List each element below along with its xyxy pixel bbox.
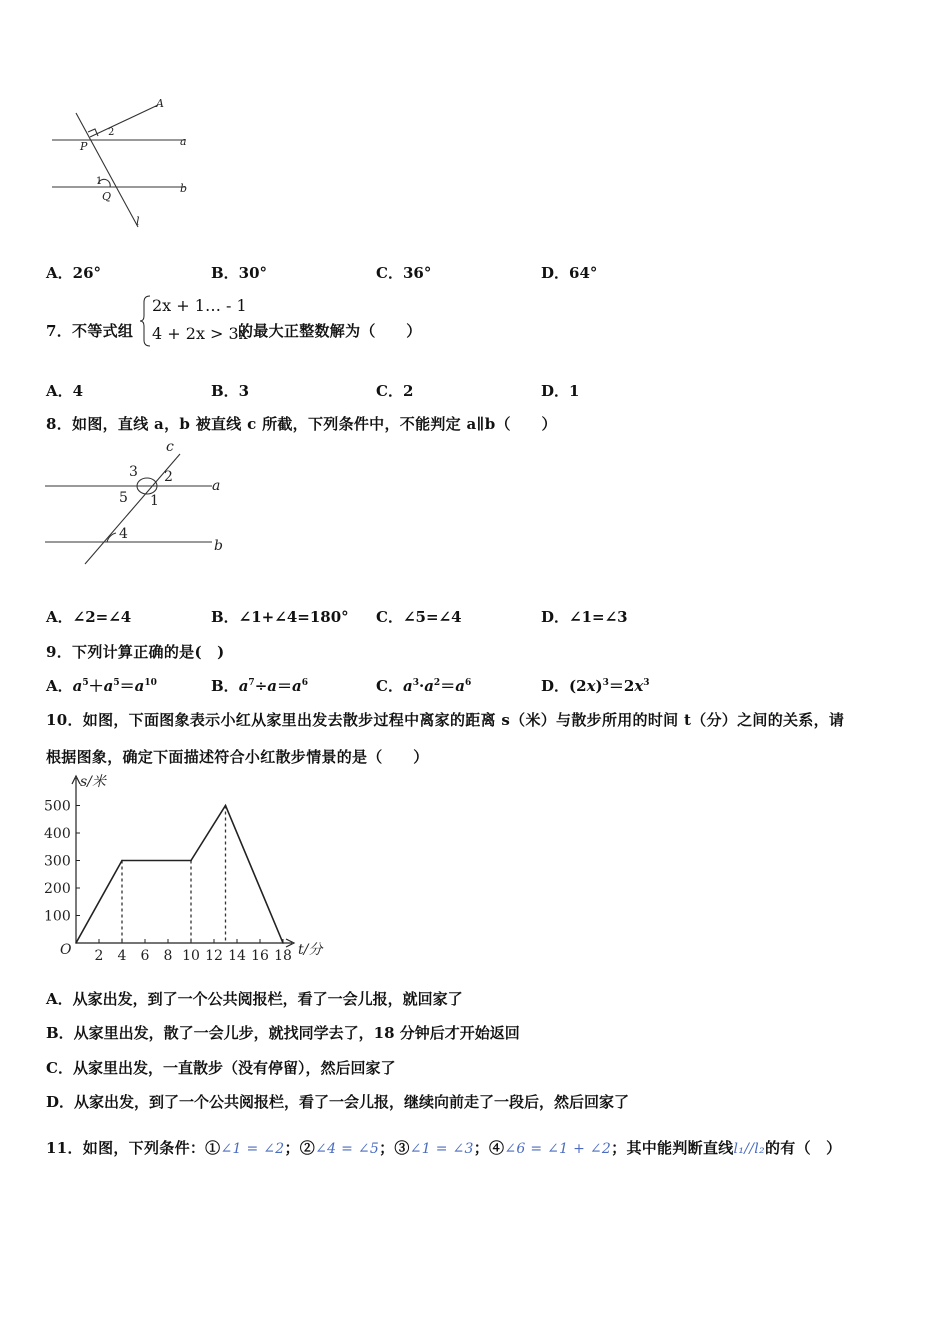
label-P: P xyxy=(80,140,88,153)
q10-option-a[interactable]: A．从家出发，到了一个公共阅报栏，看了一会儿报，就回家了 xyxy=(46,990,463,1008)
line-l xyxy=(76,113,138,227)
q11-lines: l₁//l₂ xyxy=(733,1141,765,1157)
q10-option-b[interactable]: B．从家里出发，散了一会儿步，就找同学去了，18 分钟后才开始返回 xyxy=(46,1024,520,1042)
q7-inequality-2: 4 + 2x > 3x xyxy=(152,324,248,343)
q6-option-a[interactable]: A．26° xyxy=(46,264,102,282)
q11-condition-3: ∠1 = ∠3 xyxy=(409,1141,474,1157)
q10-question-line1: 10．如图，下面图象表示小红从家里出发去散步过程中离家的距离 s（米）与散步所用的时间 t（分）之间的关系，请 xyxy=(46,711,845,729)
q6-option-c[interactable]: C．36° xyxy=(376,264,432,282)
x-tick-label-14: 14 xyxy=(228,948,246,964)
x-tick-label-12: 12 xyxy=(205,948,223,964)
q9-option-a-label: A． xyxy=(46,677,73,695)
label-A: A xyxy=(156,97,164,110)
y-tick-label-100: 100 xyxy=(44,908,71,925)
q10-chart xyxy=(40,768,340,968)
x-tick-label-6: 6 xyxy=(140,948,150,964)
y-tick-label-500: 500 xyxy=(44,798,71,815)
q9-option-d[interactable]: D．$(2x)^3=2x^3$ xyxy=(541,677,650,695)
q7-system-brace xyxy=(140,294,152,348)
y-tick-label-200: 200 xyxy=(44,881,71,897)
q8-option-a[interactable]: A．∠2=∠4 xyxy=(46,608,132,626)
q11-sep-2: ；② xyxy=(284,1139,316,1157)
x-tick-label-2: 2 xyxy=(94,948,104,964)
q11-prefix: 11．如图，下列条件：① xyxy=(46,1139,221,1157)
label-l: l xyxy=(136,215,140,228)
x-tick-label-10: 10 xyxy=(182,948,200,964)
q9-option-c[interactable]: C．$a^3\cdot a^2=a^6$ xyxy=(376,677,472,695)
q9-option-a[interactable]: A．$a^5+a^5=a^{10}$ xyxy=(46,677,157,695)
q11-condition-1: ∠1 = ∠2 xyxy=(220,1141,285,1157)
label-2: 2 xyxy=(164,469,173,485)
q8-option-d[interactable]: D．∠1=∠3 xyxy=(541,608,628,626)
q11-sep-3: ；③ xyxy=(379,1139,410,1157)
q8-option-c[interactable]: C．∠5=∠4 xyxy=(376,608,462,626)
q6-option-b[interactable]: B．30° xyxy=(211,264,268,282)
q11-condition-2: ∠4 = ∠5 xyxy=(315,1141,380,1157)
data-point-t13 xyxy=(225,805,227,807)
q7-suffix: 的最大正整数解为（ ） xyxy=(238,322,422,340)
q8-option-b[interactable]: B．∠1+∠4=180° xyxy=(211,608,349,626)
q8-question: 8．如图，直线 a，b 被直线 c 所截，下列条件中，不能判定 a∥b（ ） xyxy=(46,415,557,433)
figure-q8 xyxy=(40,438,240,568)
label-4: 4 xyxy=(119,526,128,542)
right-angle-mark xyxy=(88,129,98,136)
q11-condition-4: ∠6 = ∠1 + ∠2 xyxy=(504,1141,612,1157)
q10-option-c[interactable]: C．从家里出发，一直散步（没有停留），然后回家了 xyxy=(46,1059,396,1077)
label-c: c xyxy=(166,439,174,455)
y-tick-label-400: 400 xyxy=(44,826,71,842)
q11-mid: ；其中能判断直线 xyxy=(611,1139,734,1157)
data-point-t4 xyxy=(121,860,123,862)
q6-option-d[interactable]: D．64° xyxy=(541,264,598,282)
label-b: b xyxy=(214,538,223,554)
q7-option-b[interactable]: B．3 xyxy=(211,382,250,400)
origin-label: O xyxy=(60,942,72,958)
label-a: a xyxy=(212,478,221,494)
x-tick-label-18: 18 xyxy=(274,948,292,964)
label-b: b xyxy=(180,182,188,195)
figure-q6 xyxy=(40,95,210,235)
x-tick-label-8: 8 xyxy=(163,948,173,964)
q7-option-c[interactable]: C．2 xyxy=(376,382,414,400)
q7-prefix: 7．不等式组 xyxy=(46,322,134,340)
y-tick-label-300: 300 xyxy=(44,853,71,870)
q9-option-b-label: B． xyxy=(211,677,239,695)
q7-option-a[interactable]: A．4 xyxy=(46,382,84,400)
data-point-t0 xyxy=(75,942,77,944)
label-3: 3 xyxy=(129,464,138,480)
label-angle-1: 1 xyxy=(96,176,103,187)
label-1: 1 xyxy=(150,493,159,509)
label-Q: Q xyxy=(102,190,112,203)
data-point-t18 xyxy=(282,942,284,944)
q7-inequality-1: 2x + 1… - 1 xyxy=(152,296,247,315)
ray-PA xyxy=(90,105,158,137)
x-axis-label: t/分 xyxy=(298,942,323,958)
x-tick-label-16: 16 xyxy=(251,948,269,964)
angle-4-arc xyxy=(107,533,116,542)
q11-suffix: 的有（ ） xyxy=(764,1139,842,1157)
q9-option-b[interactable]: B．$a^7\div a=a^6$ xyxy=(211,677,309,695)
distance-time-line xyxy=(76,806,283,944)
label-angle-2: 2 xyxy=(108,127,115,138)
q7-option-d[interactable]: D．1 xyxy=(541,382,580,400)
q9-question: 9．下列计算正确的是( ) xyxy=(46,643,225,661)
q11-sep-4: ；④ xyxy=(473,1139,505,1157)
q9-option-d-label: D． xyxy=(541,677,570,695)
q10-question-line2: 根据图象，确定下面描述符合小红散步情景的是（ ） xyxy=(46,748,429,766)
y-axis-label: s/米 xyxy=(80,774,106,790)
label-a: a xyxy=(180,135,187,148)
q11-question xyxy=(46,1137,841,1158)
label-5: 5 xyxy=(119,490,128,506)
q10-option-d[interactable]: D．从家出发，到了一个公共阅报栏，看了一会儿报，继续向前走了一段后，然后回家了 xyxy=(46,1093,630,1111)
q9-option-c-label: C． xyxy=(376,677,403,695)
x-tick-label-4: 4 xyxy=(117,948,127,964)
data-point-t10 xyxy=(190,860,192,862)
